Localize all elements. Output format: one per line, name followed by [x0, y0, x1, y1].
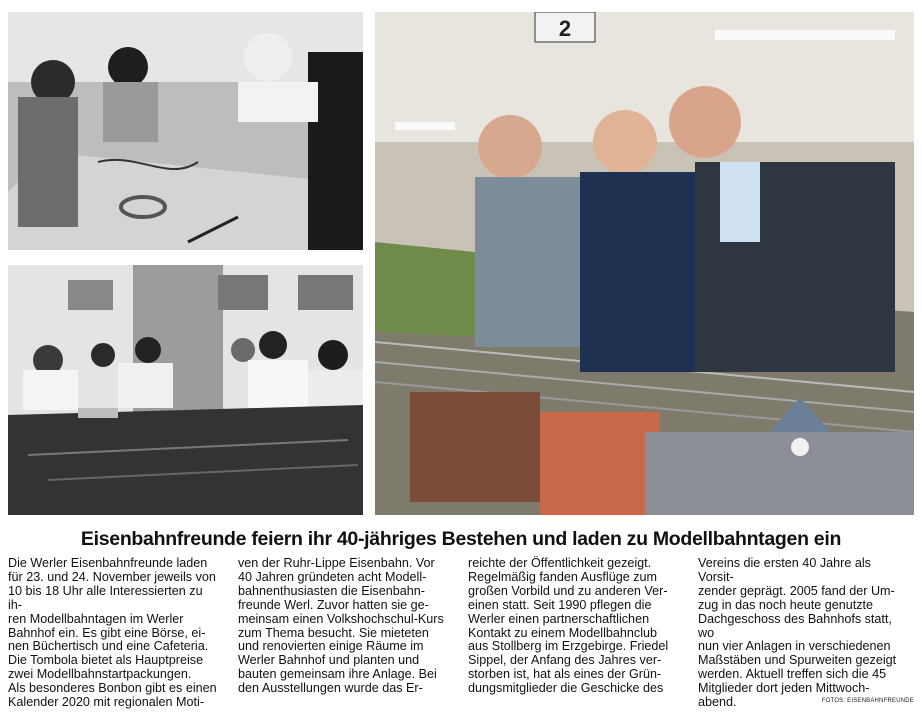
text-line: Die Tombola bietet als Hauptpreise [8, 653, 204, 668]
text-line: storben ist, hat als eines der Grün- [468, 667, 662, 682]
text-line: zum Thema besucht. Sie mieteten [238, 625, 429, 640]
photo-credit: FOTOS: EISENBAHNFREUNDE [821, 698, 914, 704]
text-line: ven der Ruhr-Lippe Eisenbahn. Vor [238, 556, 435, 570]
text-line: Kontakt zu einem Modellbahnclub [468, 625, 658, 640]
article-column-4 [698, 557, 910, 710]
text-line: nun vier Anlagen in verschiedenen [698, 639, 891, 654]
text-line: zender geprägt. 2005 fand der Um- [698, 583, 895, 598]
text-line: Regelmäßig fanden Ausflüge zum [468, 569, 658, 584]
photo-founding-members [8, 265, 363, 515]
text-line: Werler einen partnerschaftlichen [468, 611, 650, 626]
text-line: Als besonderes Bonbon gibt es einen [8, 681, 217, 696]
text-line: Vereins die ersten 40 Jahre als Vorsit- [698, 556, 871, 584]
text-line: Dachgeschoss des Bahnhofs statt, wo [698, 611, 892, 640]
article-column-3 [468, 557, 680, 696]
text-line: 40 Jahren gründeten acht Modell- [238, 569, 427, 584]
text-line: Die Werler Eisenbahnfreunde laden [8, 556, 208, 570]
text-line: Werler Bahnhof und planten und [238, 653, 420, 668]
article-body [8, 557, 914, 717]
text-line: und renovierten einige Räume im [238, 639, 424, 654]
text-line: bahnenthusiasten die Eisenbahn- [238, 583, 425, 598]
platform-sign: 2 [558, 16, 572, 41]
text-line: meinsam einen Volkshochschul-Kurs [238, 611, 444, 626]
text-line: einen statt. Seit 1990 pflegen die [468, 597, 652, 612]
text-line: dungsmitglieder die Geschicke des [468, 681, 664, 696]
text-line: Bahnhof ein. Es gibt eine Börse, ei- [8, 625, 206, 640]
text-line: werden. Aktuell treffen sich die 45 [698, 667, 887, 682]
text-line: zwei Modellbahnstartpackungen. [8, 667, 192, 682]
text-line: den Ausstellungen wurde das Er- [238, 681, 423, 696]
text-line: Mitglieder dort jeden Mittwoch- [698, 681, 870, 696]
article-headline: Eisenbahnfreunde feiern ihr 40-jähriges Bestehen und laden zu Modellbahntagen ein [80, 528, 842, 550]
text-line: Maßstäben und Spurweiten gezeigt [698, 653, 897, 668]
text-line: aus Stollberg im Erzgebirge. Friedel [468, 639, 669, 654]
text-line: nen Büchertisch und eine Cafeteria. [8, 639, 209, 654]
text-line: Sippel, der Anfang des Jahres ver- [468, 653, 662, 668]
text-line: freunde Werl. Zuvor hatten sie ge- [238, 597, 429, 612]
text-line: 10 bis 18 Uhr alle Interessierten zu ih- [8, 583, 203, 612]
text-line: zug in das noch heute genutzte [698, 597, 874, 612]
text-line: reichte der Öffentlichkeit gezeigt. [468, 556, 652, 570]
text-line: für 23. und 24. November jeweils von [8, 569, 216, 584]
text-line: bauten gemeinsam ihre Anlage. Bei [238, 667, 437, 682]
article-column-2 [238, 557, 450, 696]
photo-model-railway-visitors [375, 12, 914, 515]
text-line: ren Modellbahntagen im Werler [8, 611, 184, 626]
photo-members-soldering [8, 12, 363, 250]
text-line: großen Vorbild und zu anderen Ver- [468, 583, 668, 598]
text-line: abend. [698, 695, 737, 710]
article-column-1 [8, 557, 220, 710]
text-line: Kalender 2020 mit regionalen Moti- [8, 695, 205, 710]
